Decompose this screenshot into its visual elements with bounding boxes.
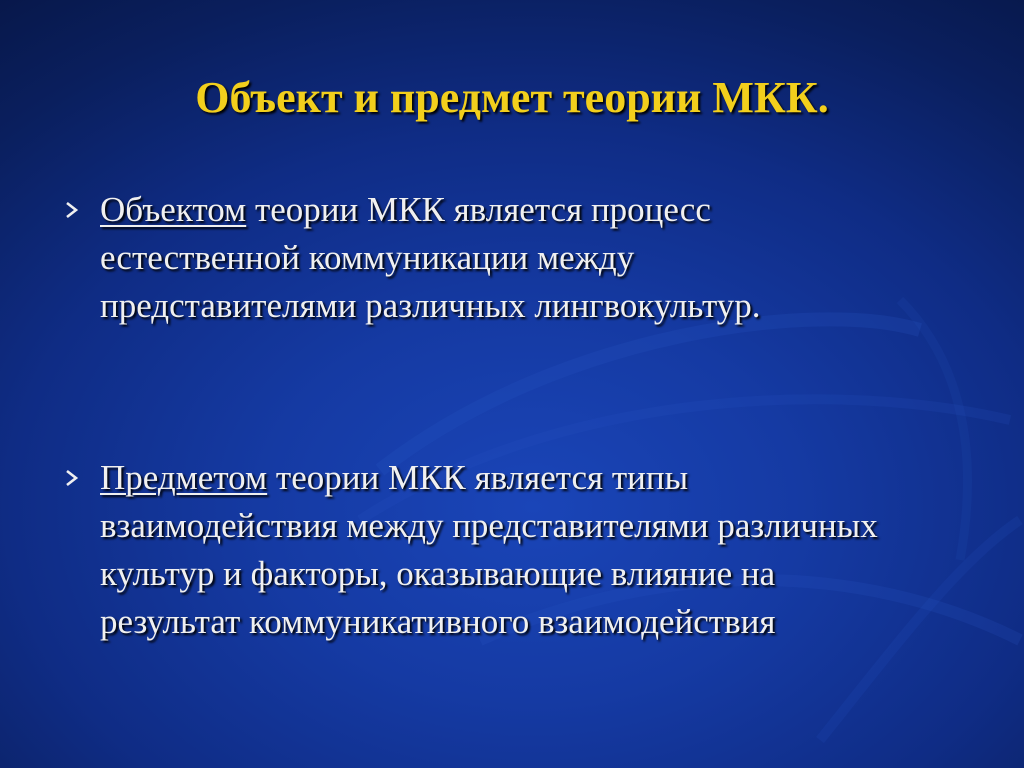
bullet-keyword: Объектом: [100, 190, 247, 229]
bullet-line: результат коммуникативного взаимодействия: [100, 602, 776, 641]
bullet-text: [100, 454, 962, 646]
chevron-right-icon: [62, 468, 82, 488]
bullet-line: естественной коммуникации между: [100, 238, 635, 277]
bullet-line: [100, 186, 962, 234]
bullet-subject: [62, 454, 962, 646]
bullet-line: представителями различных лингвокультур.: [100, 286, 761, 325]
bullet-line: культур и факторы, оказывающие влияние на: [100, 554, 776, 593]
bullet-text: [100, 186, 962, 330]
bullet-keyword: Предметом: [100, 458, 268, 497]
bullet-object: [62, 186, 962, 330]
bullet-line: взаимодействия между представителями различных: [100, 506, 878, 545]
bullet-line: [100, 454, 962, 502]
slide-title: Объект и предмет теории МКК.: [195, 73, 829, 122]
chevron-right-icon: [62, 200, 82, 220]
bullet-line-text: теории МКК является типы: [267, 458, 689, 497]
bullet-line-text: теории МКК является процесс: [246, 190, 711, 229]
